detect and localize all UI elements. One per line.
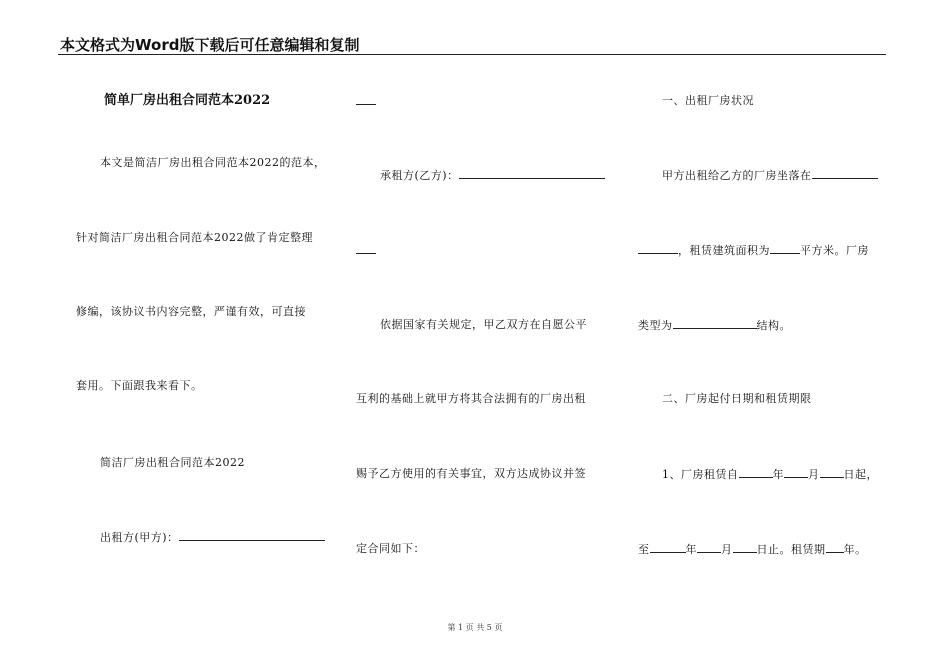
start-year-blank [739, 467, 773, 478]
lessor-blank-continuation [356, 94, 376, 109]
lessee-line [380, 168, 605, 183]
section-2-line-1 [662, 467, 878, 482]
year-label: 年 [685, 543, 697, 556]
body-line-3: 赐予乙方使用的有关事宜，双方达成协议并签 [356, 467, 586, 480]
end-day-blank [733, 542, 757, 553]
lease-end-label: 至 [638, 543, 650, 556]
body-line-4: 定合同如下： [356, 542, 425, 555]
day-label: 日起， [843, 468, 878, 481]
term-blank [826, 542, 844, 553]
page-column-2 [356, 0, 608, 672]
intro-line-4: 套用。下面跟我来看下。 [76, 379, 203, 392]
month-label: 月 [808, 468, 820, 481]
lessor-label: 出租方(甲方)： [100, 531, 179, 544]
lease-start-label: 1、厂房租赁自 [662, 468, 739, 481]
intro-line-1: 本文是简洁厂房出租合同范本2022的范本， [100, 156, 326, 169]
type-blank [673, 318, 757, 329]
blank-line [356, 94, 376, 105]
structure-label: 结构。 [756, 319, 791, 332]
section-1-line-3 [638, 318, 791, 333]
body-line-2: 互利的基础上就甲方将其合法拥有的厂房出租 [356, 392, 586, 405]
section-2-heading: 二、厂房起付日期和租赁期限 [662, 392, 812, 405]
end-month-blank [697, 542, 721, 553]
body-line-1: 依据国家有关规定，甲乙双方在自愿公平 [380, 318, 587, 331]
section-1-line-1 [662, 168, 878, 183]
area-blank [770, 243, 800, 254]
type-label: 类型为 [638, 319, 673, 332]
area-unit: 平方米。厂房 [800, 244, 869, 257]
lessor-blank [179, 530, 325, 541]
contract-subtitle: 简洁厂房出租合同范本2022 [100, 456, 245, 469]
section-1-line-2 [638, 243, 869, 258]
document-header-title: 本文格式为Word版下载后可任意编辑和复制 [60, 36, 360, 54]
page-column-3 [638, 0, 890, 672]
area-label: ，租赁建筑面积为 [678, 244, 770, 257]
page-column-1 [76, 0, 328, 672]
term-unit: 年。 [843, 543, 867, 556]
page-number-footer: 第 1 页 共 5 页 [447, 623, 503, 632]
location-blank-continuation [638, 243, 678, 254]
lessor-line [100, 530, 325, 545]
section-2-line-2 [638, 542, 867, 557]
end-year-blank [650, 542, 686, 553]
lessee-blank-continuation [356, 243, 376, 258]
location-blank [812, 168, 878, 179]
document-title: 简单厂房出租合同范本2022 [104, 93, 271, 108]
lessee-label: 承租方(乙方)： [380, 169, 459, 182]
intro-line-2: 针对简洁厂房出租合同范本2022做了肯定整理 [76, 231, 313, 244]
year-label: 年 [772, 468, 784, 481]
section-1-heading: 一、出租厂房状况 [662, 94, 754, 107]
lease-term-label: 日止。租赁期 [756, 543, 826, 556]
start-month-blank [784, 467, 808, 478]
lessee-blank [459, 168, 605, 179]
location-label: 甲方出租给乙方的厂房坐落在 [662, 169, 812, 182]
intro-line-3: 修编，该协议书内容完整，严谨有效，可直接 [76, 305, 306, 318]
blank-line [356, 243, 376, 254]
month-label: 月 [721, 543, 733, 556]
start-day-blank [820, 467, 844, 478]
